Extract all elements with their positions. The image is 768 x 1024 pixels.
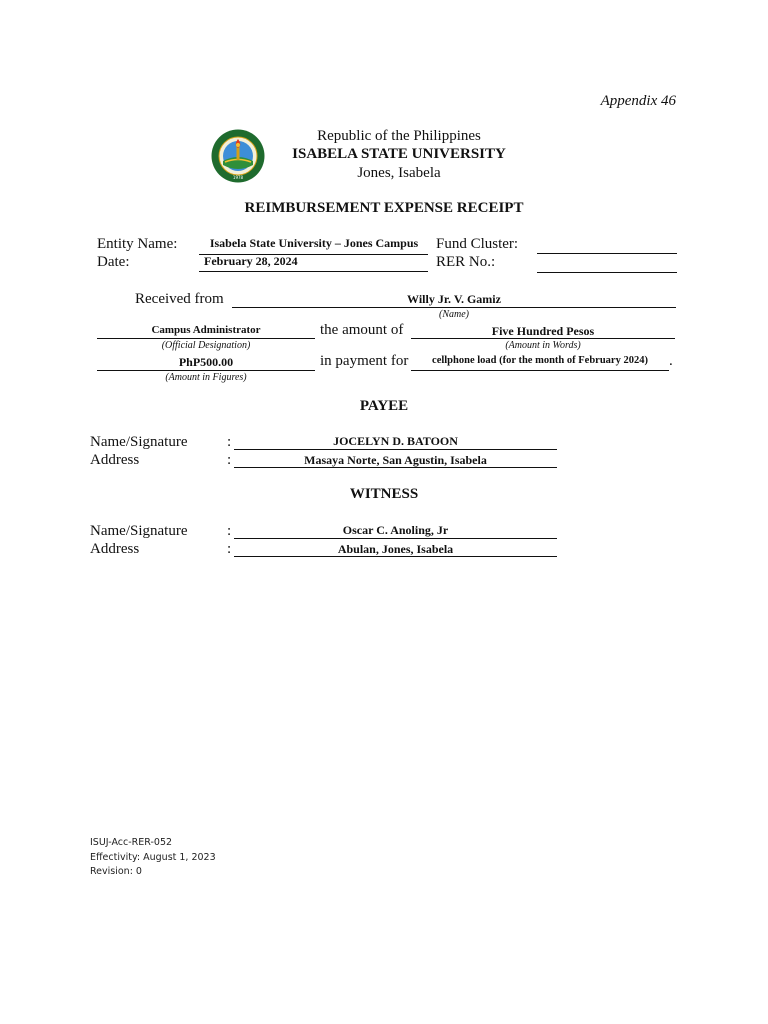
document-title: REIMBURSEMENT EXPENSE RECEIPT [244,200,524,216]
received-from-label: Received from [135,291,224,307]
payee-address-colon: : [227,452,232,468]
amount-of-label: the amount of [320,322,404,338]
footer-effectivity: Effectivity: August 1, 2023 [90,851,216,863]
witness-name-colon: : [227,523,232,539]
payee-address-value: Masaya Norte, San Agustin, Isabela [304,453,487,467]
payment-for-period: . [669,353,673,369]
designation-value: Campus Administrator [151,324,261,336]
date-label: Date: [97,254,130,270]
amount-figures-underline [97,370,315,371]
amount-words-underline [411,338,675,339]
payee-name-colon: : [227,434,232,450]
payment-for-label: in payment for [320,353,409,369]
received-from-value: Willy Jr. V. Gamiz [407,292,501,306]
payee-name-underline [234,449,557,450]
footer-revision: Revision: 0 [90,866,142,877]
payee-address-underline [234,467,557,468]
seal-year: 1978 [232,175,244,180]
header-republic: Republic of the Philippines [317,128,481,144]
amount-figures-caption: (Amount in Figures) [165,372,247,383]
payee-address-label: Address [90,452,140,468]
footer-form-code: ISUJ-Acc-RER-052 [90,837,173,848]
payment-for-value: cellphone load (for the month of February 2024) [432,355,648,366]
designation-caption: (Official Designation) [161,340,251,351]
entity-name-label: Entity Name: [97,236,178,252]
name-caption: (Name) [439,309,469,320]
witness-address-colon: : [227,541,232,557]
amount-words-value: Five Hundred Pesos [491,324,595,338]
witness-name-value: Oscar C. Anoling, Jr [342,523,449,537]
payee-name-value: JOCELYN D. BATOON [333,434,458,448]
rer-no-label: RER No.: [436,254,496,270]
designation-underline [97,338,315,339]
header-university: ISABELA STATE UNIVERSITY [292,146,506,162]
footer-block [90,836,216,880]
witness-address-label: Address [90,541,140,557]
date-underline [199,271,428,272]
witness-name-label: Name/Signature [90,523,188,539]
received-from-underline [232,307,676,308]
fund-cluster-underline [537,253,677,254]
witness-name-underline [234,538,557,539]
payee-heading: PAYEE [359,398,409,414]
fund-cluster-label: Fund Cluster: [436,236,519,252]
amount-words-caption: (Amount in Words) [505,340,581,351]
appendix-label: Appendix 46 [600,93,676,109]
rer-no-underline [537,272,677,273]
header-location: Jones, Isabela [357,165,441,181]
date-value: February 28, 2024 [204,254,298,268]
witness-address-underline [234,556,557,557]
witness-heading: WITNESS [349,486,419,502]
entity-name-value: Isabela State University – Jones Campus [209,236,419,250]
payee-name-label: Name/Signature [90,434,188,450]
witness-address-value: Abulan, Jones, Isabela [337,542,454,556]
payment-for-underline [411,370,669,371]
amount-figures-value: PhP500.00 [178,355,234,369]
